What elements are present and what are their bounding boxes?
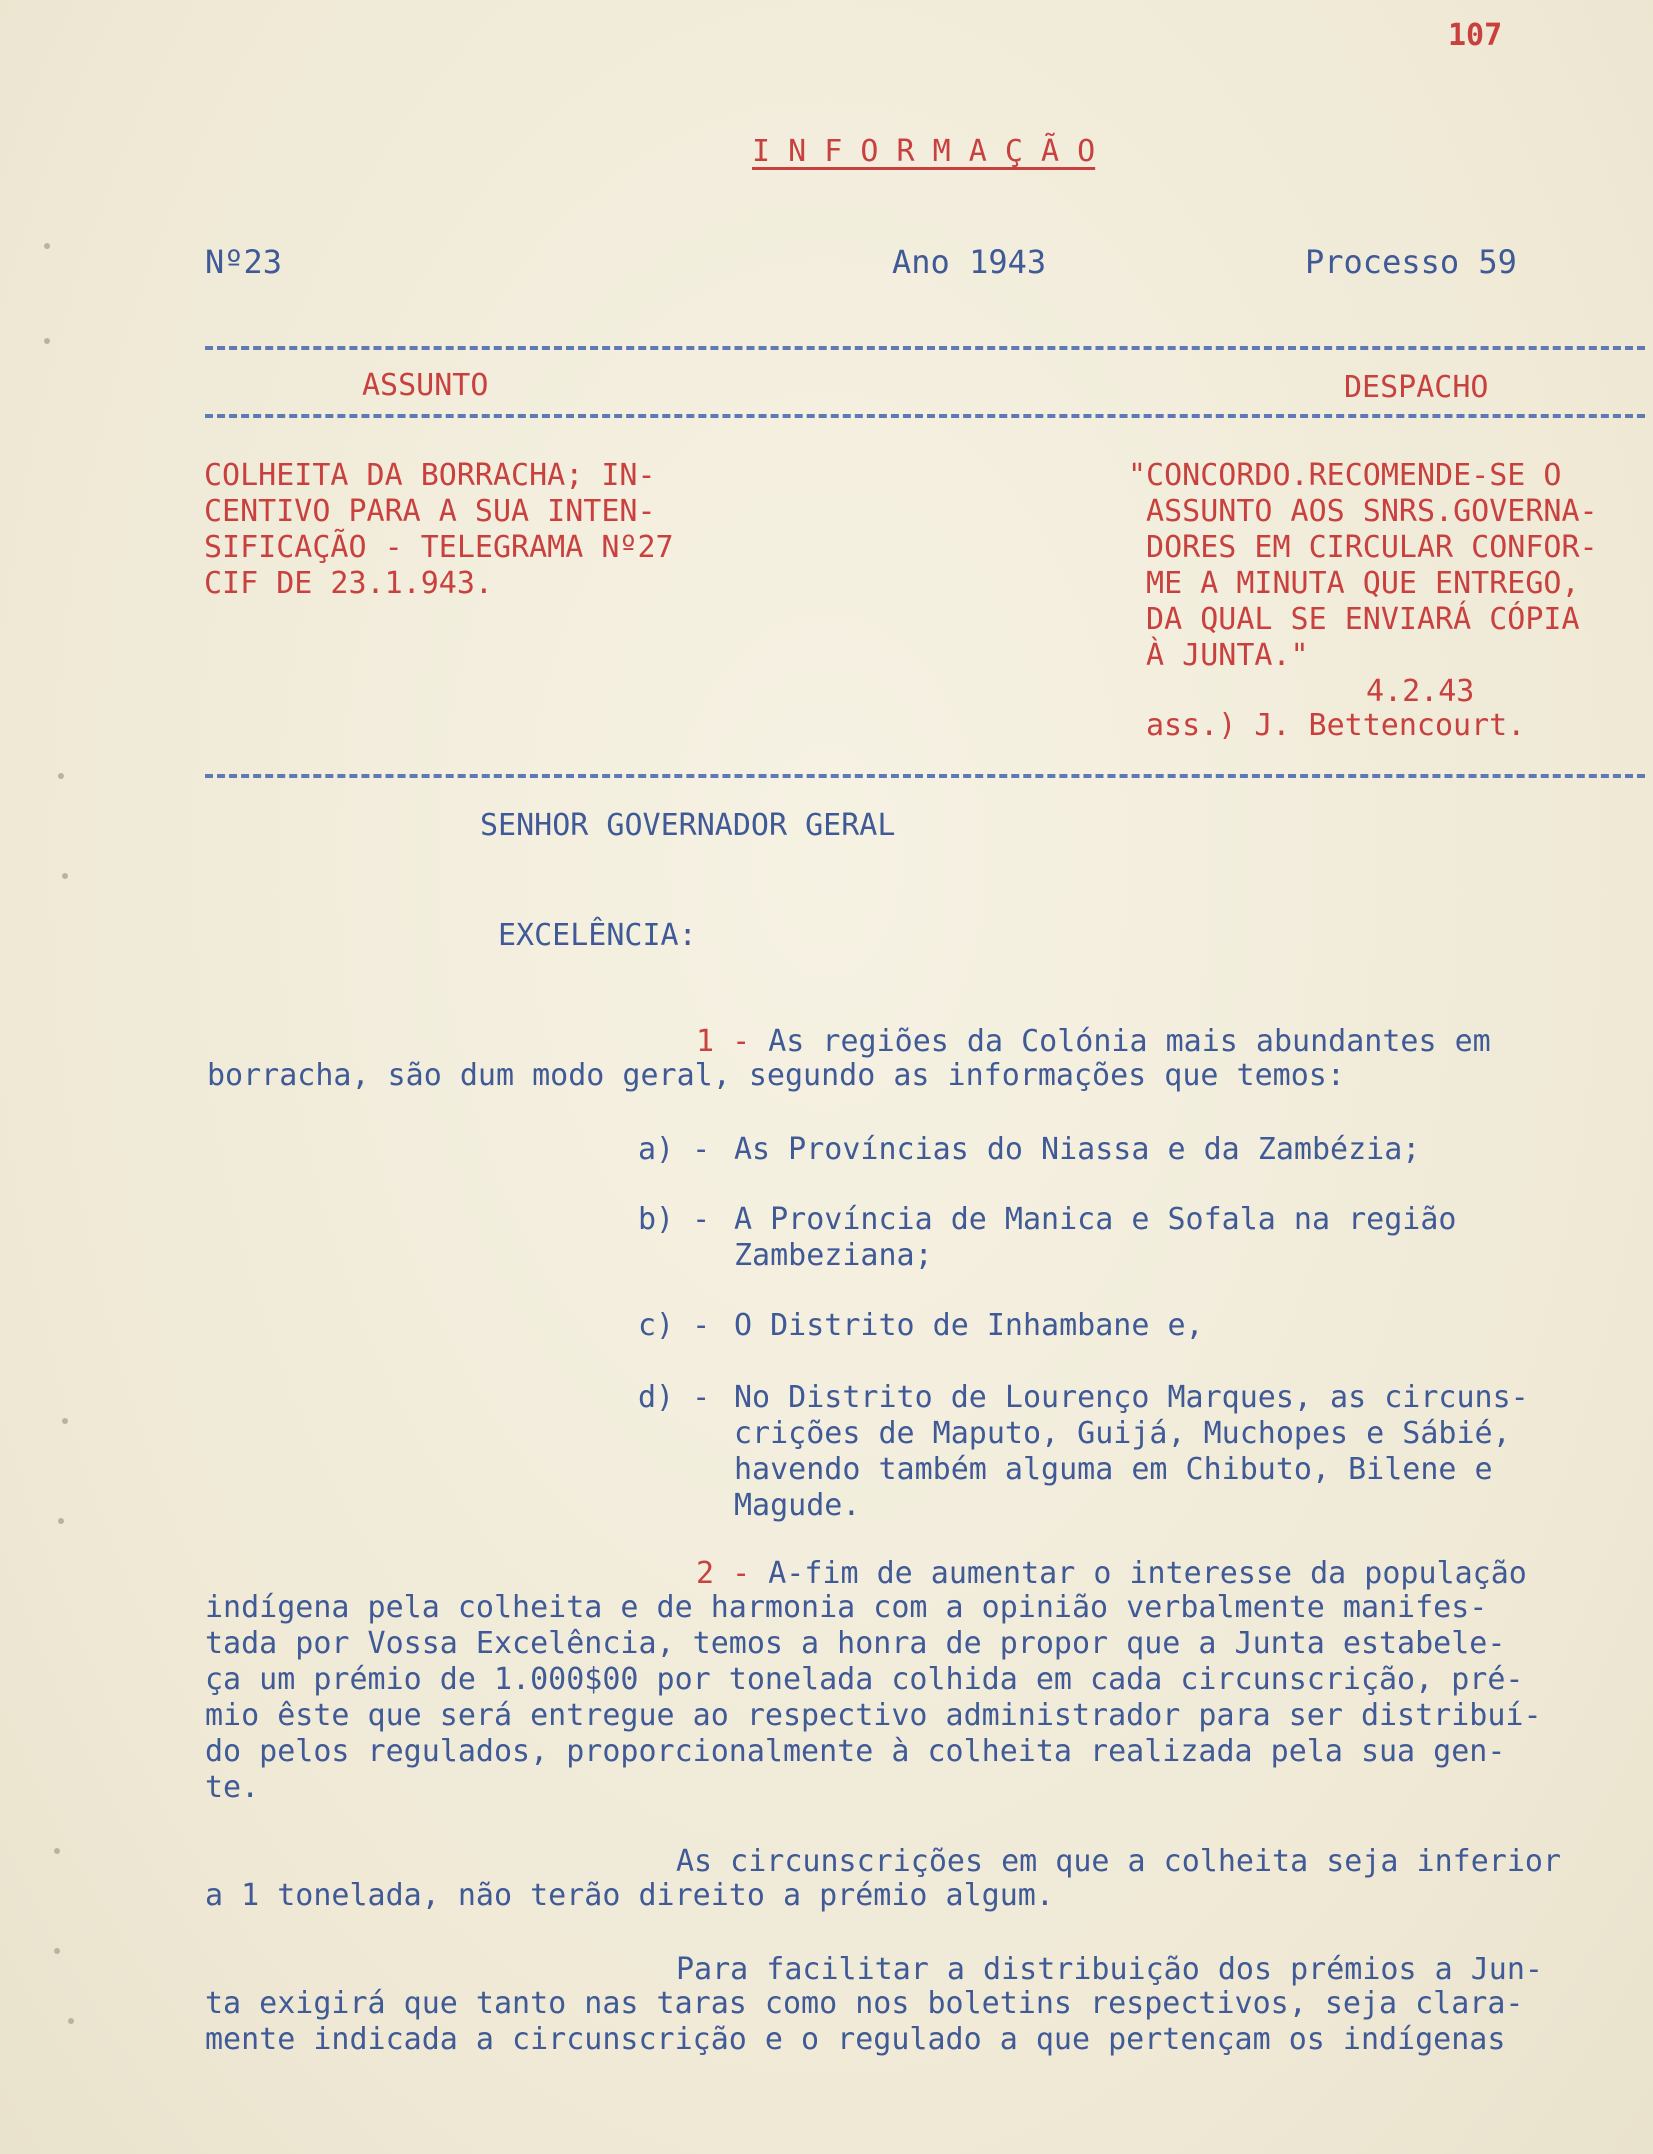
paragraph-1-first-line xyxy=(696,1024,1491,1060)
paragraph-4-line: ta exigirá que tanto nas taras como nos boletins respectivos, seja clara- xyxy=(205,1986,1524,2021)
document-year: Ano 1943 xyxy=(892,243,1047,281)
paragraph-2-line: indígena pela colheita e de harmonia com a opinião verbalmente manifes- xyxy=(205,1590,1488,1625)
rule-bottom xyxy=(205,774,1645,778)
paragraph-2-line: ça um prémio de 1.000$00 por tonelada colhida em cada circunscrição, pré- xyxy=(205,1662,1524,1697)
paragraph-2-number: 2 - xyxy=(696,1556,751,1591)
list-item-line: crições de Maputo, Guijá, Muchopes e Sábié, xyxy=(734,1416,1511,1451)
paragraph-1-number: 1 - xyxy=(696,1024,751,1059)
list-item-line: O Distrito de Inhambane e, xyxy=(734,1308,1204,1343)
subject-line: SIFICAÇÃO - TELEGRAMA Nº27 xyxy=(204,530,674,565)
subject-label: ASSUNTO xyxy=(362,368,489,403)
paragraph-3-first-line: As circunscrições em que a colheita seja inferior xyxy=(676,1844,1562,1879)
process-number: Processo 59 xyxy=(1305,243,1517,281)
binder-hole-8 xyxy=(54,1948,60,1954)
paragraph-2-line: tada por Vossa Excelência, temos a honra de propor que a Junta estabele- xyxy=(205,1626,1506,1661)
paragraph-2-lead: A-fim de aumentar o interesse da população xyxy=(750,1556,1527,1591)
list-item-line: havendo também alguma em Chibuto, Bilene e xyxy=(734,1452,1493,1487)
subject-line: CENTIVO PARA A SUA INTEN- xyxy=(204,494,656,529)
document-number: Nº23 xyxy=(205,243,283,281)
binder-hole-5 xyxy=(62,1418,68,1424)
paragraph-2-first-line xyxy=(696,1556,1527,1592)
paragraph-4-line: mente indicada a circunscrição e o regulado a que pertençam os indígenas xyxy=(205,2022,1506,2057)
list-item-a xyxy=(734,1132,1420,1168)
binder-hole-7 xyxy=(54,1848,60,1854)
list-item-c xyxy=(734,1308,1204,1344)
rule-under-labels xyxy=(205,414,1645,418)
paragraph-4-body xyxy=(205,1986,1524,2058)
dispatch-line: "CONCORDO.RECOMENDE-SE O xyxy=(1128,458,1562,493)
paragraph-2-body xyxy=(205,1590,1542,1806)
list-item-line: Magude. xyxy=(734,1488,861,1523)
document-title: I N F O R M A Ç Ã O xyxy=(752,134,1096,169)
page-number: 107 xyxy=(1448,18,1503,53)
binder-hole-2 xyxy=(44,338,50,344)
list-item-line: A Província de Manica e Sofala na região xyxy=(734,1202,1457,1237)
rule-top xyxy=(205,346,1645,350)
dispatch-line: ME A MINUTA QUE ENTREGO, xyxy=(1128,566,1580,601)
dispatch-line: DA QUAL SE ENVIARÁ CÓPIA xyxy=(1128,602,1580,637)
binder-hole-3 xyxy=(58,773,64,779)
paragraph-1-second-line: borracha, são dum modo geral, segundo as informações que temos: xyxy=(207,1058,1345,1093)
paragraph-2-line: mio êste que será entregue ao respectivo administrador para ser distribuí- xyxy=(205,1698,1542,1733)
list-item-d xyxy=(734,1380,1529,1524)
list-item-a-label: a) - xyxy=(638,1132,711,1167)
list-item-c-label: c) - xyxy=(638,1308,711,1343)
paragraph-1-lead: As regiões da Colónia mais abundantes em xyxy=(750,1024,1491,1059)
list-item-line: Zambeziana; xyxy=(734,1238,933,1273)
list-item-d-label: d) - xyxy=(638,1380,711,1415)
binder-hole-9 xyxy=(68,2018,74,2024)
greeting: EXCELÊNCIA: xyxy=(498,918,697,953)
paragraph-3-second-line: a 1 tonelada, não terão direito a prémio algum. xyxy=(205,1878,1054,1913)
subject-text xyxy=(204,458,674,602)
binder-hole-4 xyxy=(62,873,68,879)
dispatch-date: 4.2.43 xyxy=(1366,674,1475,709)
dispatch-line: ASSUNTO AOS SNRS.GOVERNA- xyxy=(1128,494,1598,529)
binder-hole-1 xyxy=(44,243,50,249)
dispatch-text xyxy=(1128,458,1598,674)
paragraph-4-first-line: Para facilitar a distribuição dos prémios a Jun- xyxy=(676,1952,1543,1987)
binder-hole-6 xyxy=(58,1518,64,1524)
list-item-b-label: b) - xyxy=(638,1202,711,1237)
salutation: SENHOR GOVERNADOR GERAL xyxy=(480,808,896,843)
paragraph-2-line: te. xyxy=(205,1770,260,1805)
subject-line: CIF DE 23.1.943. xyxy=(204,566,493,601)
dispatch-line: DORES EM CIRCULAR CONFOR- xyxy=(1128,530,1598,565)
paragraph-2-line: do pelos regulados, proporcionalmente à colheita realizada pela sua gen- xyxy=(205,1734,1506,1769)
dispatch-signature: ass.) J. Bettencourt. xyxy=(1146,708,1526,743)
list-item-line: No Distrito de Lourenço Marques, as circuns- xyxy=(734,1380,1529,1415)
dispatch-line: À JUNTA." xyxy=(1128,638,1309,673)
dispatch-label: DESPACHO xyxy=(1344,370,1489,405)
list-item-b xyxy=(734,1202,1456,1274)
subject-line: COLHEITA DA BORRACHA; IN- xyxy=(204,458,656,493)
list-item-line: As Províncias do Niassa e da Zambézia; xyxy=(734,1132,1421,1167)
